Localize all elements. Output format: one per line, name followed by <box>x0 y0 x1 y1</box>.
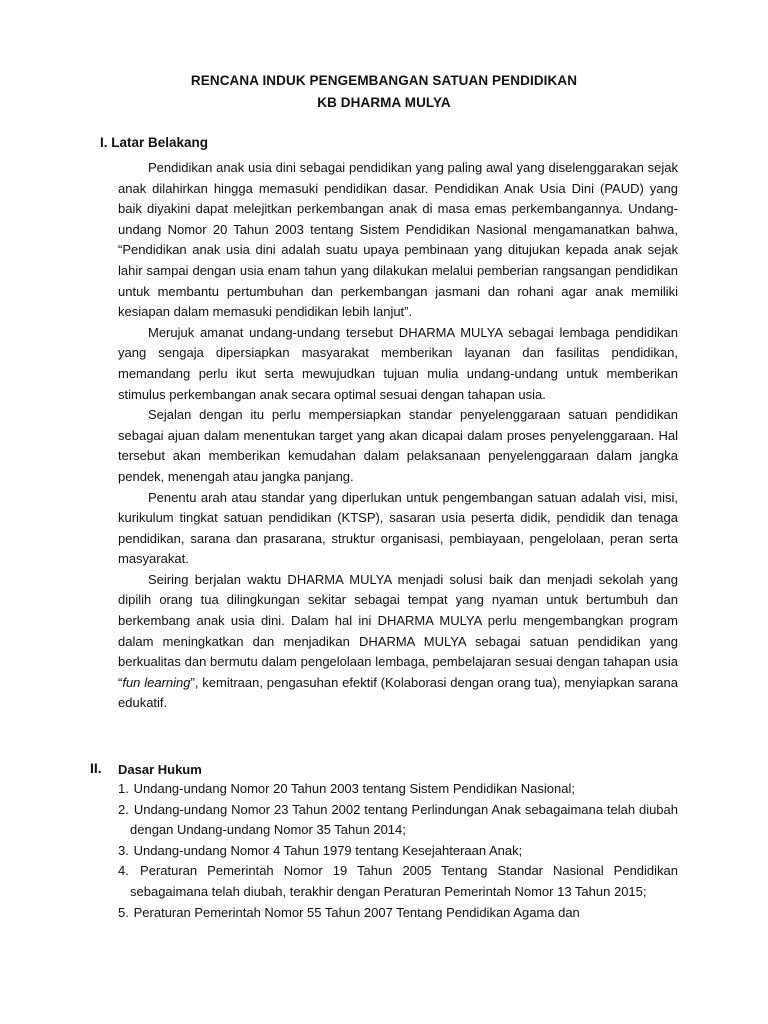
section-heading-latar-belakang: I. Latar Belakang <box>100 135 209 150</box>
paragraph <box>118 570 678 714</box>
list-item <box>118 861 678 902</box>
list-item-text: Undang-undang Nomor 23 Tahun 2002 tentang Perlindungan Anak sebagaimana telah diubah dengan Undang-undang Nomor 35 Tahun 2014; <box>130 801 679 838</box>
list-item <box>118 779 678 800</box>
legal-basis-list <box>118 779 678 923</box>
list-item-text: Peraturan Pemerintah Nomor 19 Tahun 2005 Tentang Standar Nasional Pendidikan sebagaimana telah diubah, terakhir dengan Peraturan Pemerintah Nomor 13 Tahun 2015; <box>130 863 678 899</box>
list-number: 4. <box>118 863 129 879</box>
document-title: RENCANA INDUK PENGEMBANGAN SATUAN PENDIDIKAN <box>190 73 578 88</box>
paragraph: Penentu arah atau standar yang diperlukan untuk pengembangan satuan adalah visi, misi, kurikulum tingkat satuan pendidikan (KTSP), sasaran usia peserta didik, pendidik dan tenaga pendidikan, sarana dan prasarana, struktur organisasi, pembiayaan, pengelolaan, peran serta masyarakat. <box>118 489 678 567</box>
list-item-text: Peraturan Pemerintah Nomor 55 Tahun 2007 Tentang Pendidikan Agama dan <box>133 904 580 920</box>
list-item <box>118 903 678 924</box>
list-number: 5. <box>118 904 129 920</box>
list-number: 1. <box>118 781 129 796</box>
paragraph: Sejalan dengan itu perlu mempersiapkan standar penyelenggaraan satuan pendidikan sebagai ajuan dalam menentukan target yang akan dicapai dalam proses penyelenggaraan. Hal tersebut akan memberikan kemudahan dalam pelaksanaan penyelenggaraan dalam jangka pendek, menengah atau jangka panjang. <box>118 407 678 484</box>
list-item <box>118 841 678 862</box>
section-heading-dasar-hukum: Dasar Hukum <box>118 762 202 777</box>
document-subtitle: KB DHARMA MULYA <box>317 95 451 110</box>
paragraph-text: Seiring berjalan waktu DHARMA MULYA menjadi solusi baik dan menjadi sekolah yang dipilih orang tua dilingkungan sekitar sebagai tempat yang nyaman untuk bertumbuh dan berkembang anak usia dini. Dalam hal ini DHARMA MULYA perlu mengembangkan program dalam meningkatkan dan menjadikan DHARMA MULYA sebagai satuan pendidikan yang berkualitas dan bermutu dalam pengelolaan lembaga, pembelajaran sesuai dengan tahapan usia “ <box>118 571 678 690</box>
list-item-text: Undang-undang Nomor 4 Tahun 1979 tentang Kesejahteraan Anak; <box>133 842 523 858</box>
italic-term: fun learning <box>122 674 191 690</box>
paragraph: Pendidikan anak usia dini sebagai pendidikan yang paling awal yang diselenggarakan sejak anak dilahirkan hingga memasuki pendidikan dasar. Pendidikan Anak Usia Dini (PAUD) yang baik diyakini dapat melejitkan perkembangan anak di masa emas perkembangannya. Undang-undang Nomor 20 Tahun 2003 tentang Sistem Pendidikan Nasional mengamanatkan bahwa, “Pendidikan anak usia dini adalah suatu upaya pembinaan yang ditujukan kepada anak sejak lahir sampai dengan usia enam tahun yang dilakukan melalui pemberian rangsangan pendidikan untuk membantu pertumbuhan dan perkembangan jasmani dan rohani agar anak memiliki kesiapan dalam memasuki pendidikan lebih lanjut”. <box>118 160 678 320</box>
section-number: II. <box>90 760 102 776</box>
paragraph: Merujuk amanat undang-undang tersebut DHARMA MULYA sebagai lembaga pendidikan yang sengaja dipersiapkan masyarakat memberikan layanan dan fasilitas pendidikan, memandang perlu ikut serta mewujudkan tujuan mulia undang-undang untuk memberikan stimulus perkembangan anak secara optimal sesuai dengan tahapan usia. <box>118 324 678 402</box>
list-item <box>118 800 678 841</box>
list-number: 3. <box>118 842 129 858</box>
paragraph-text: ”, kemitraan, pengasuhan efektif (Kolaborasi dengan orang tua), menyiapkan sarana edukatif. <box>118 674 678 711</box>
section-body-latar-belakang <box>118 158 678 714</box>
list-item-text: Undang-undang Nomor 20 Tahun 2003 tentang Sistem Pendidikan Nasional; <box>133 781 575 796</box>
list-number: 2. <box>118 801 129 817</box>
